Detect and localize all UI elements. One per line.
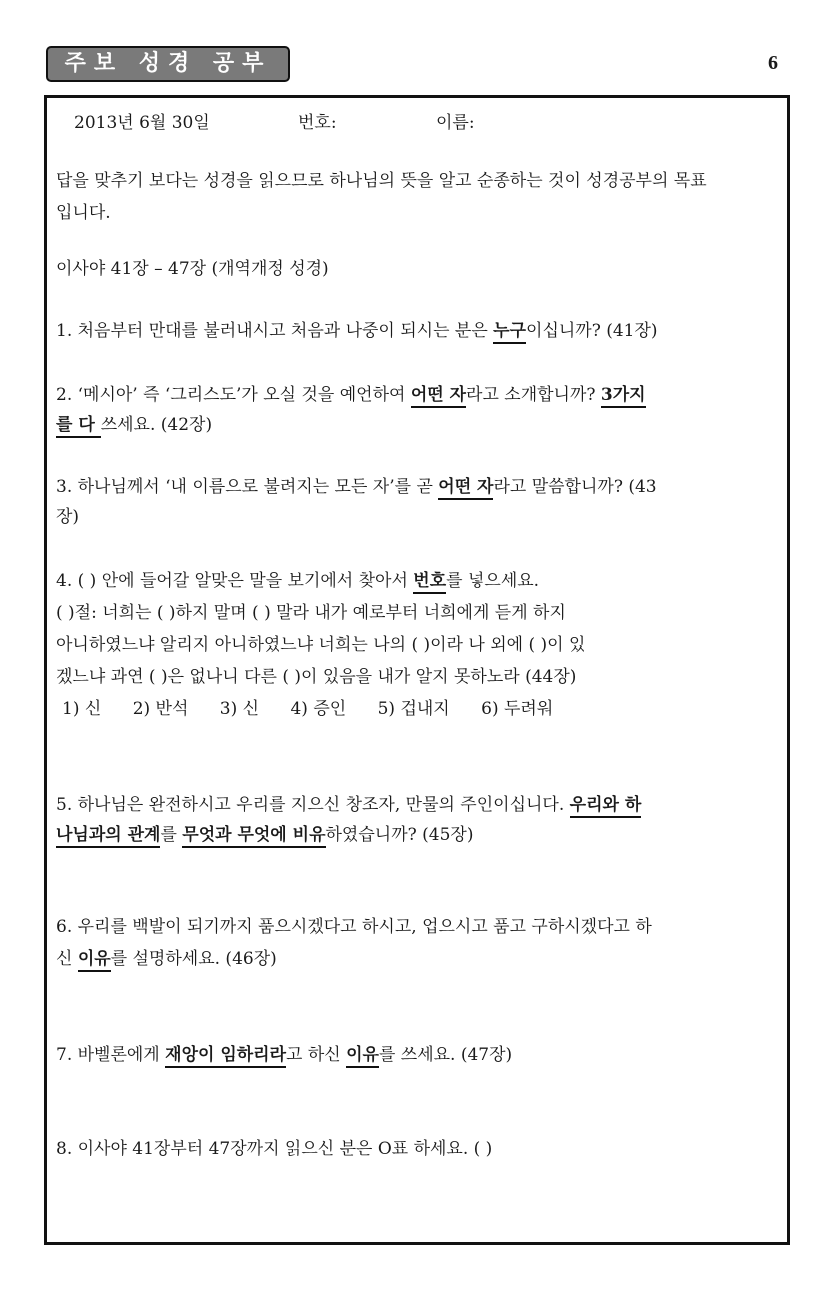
page-title: 주보 성경 공부 — [46, 46, 290, 82]
choice-4: 4) 증인 — [290, 699, 347, 719]
choice-6: 6) 두려워 — [481, 699, 554, 719]
question-1: 1. 처음부터 만대를 불러내시고 처음과 나중이 되시는 분은 누구이십니까? (41장) — [56, 316, 658, 341]
question-5: 5. 하나님은 완전하시고 우리를 지으신 창조자, 만물의 주인이십니다. 우리와 하 — [56, 790, 641, 815]
choice-2: 2) 반석 — [132, 699, 189, 719]
page-number: 6 — [768, 52, 778, 74]
question-4-choices — [62, 694, 579, 719]
question-2: 2. ‘메시아’ 즉 ‘그리스도’가 오실 것을 예언하여 어떤 자라고 소개합니까? 3가지 — [56, 380, 646, 405]
choice-3: 3) 신 — [219, 699, 260, 719]
question-3-line-2: 장) — [56, 507, 80, 527]
choice-1: 1) 신 — [62, 699, 102, 719]
scope: 이사야 41장 – 47장 (개역개정 성경) — [56, 259, 329, 279]
meta-line — [74, 108, 674, 132]
question-5-line-2: 나님과의 관계를 무엇과 무엇에 비유하였습니까? (45장) — [56, 820, 473, 845]
intro-line-2: 입니다. — [56, 203, 111, 223]
question-8: 8. 이사야 41장부터 47장까지 읽으신 분은 O표 하세요. ( ) — [56, 1139, 493, 1159]
question-2-line-2: 를 다 쓰세요. (42장) — [56, 410, 212, 435]
question-4: 4. ( ) 안에 들어갈 알맞은 말을 보기에서 찾아서 번호를 넣으세요. — [56, 566, 539, 591]
question-7: 7. 바벨론에게 재앙이 임하리라고 하신 이유를 쓰세요. (47장) — [56, 1040, 512, 1065]
question-4-line-3: 아니하였느냐 알리지 아니하였느냐 너희는 나의 ( )이라 나 외에 ( )이 있 — [56, 635, 586, 655]
name-label: 이름: — [436, 113, 475, 133]
date: 2013년 6월 30일 — [74, 113, 210, 133]
choice-5: 5) 겁내지 — [377, 699, 450, 719]
question-4-line-2: ( )절: 너희는 ( )하지 말며 ( ) 말라 내가 예로부터 너희에게 듣게 하지 — [56, 603, 566, 623]
question-6-line-2: 신 이유를 설명하세요. (46장) — [56, 944, 277, 969]
question-3: 3. 하나님께서 ‘내 이름으로 불려지는 모든 자’를 곧 어떤 자라고 말씀합니까? (43 — [56, 472, 657, 497]
question-4-line-4: 겠느냐 과연 ( )은 없나니 다른 ( )이 있음을 내가 알지 못하노라 (44장) — [56, 667, 577, 687]
intro-line-1: 답을 맞추기 보다는 성경을 읽으므로 하나님의 뜻을 알고 순종하는 것이 성경공부의 목표 — [56, 171, 707, 191]
number-label: 번호: — [298, 113, 337, 133]
question-6: 6. 우리를 백발이 되기까지 품으시겠다고 하시고, 업으시고 품고 구하시겠다고 하 — [56, 917, 652, 937]
